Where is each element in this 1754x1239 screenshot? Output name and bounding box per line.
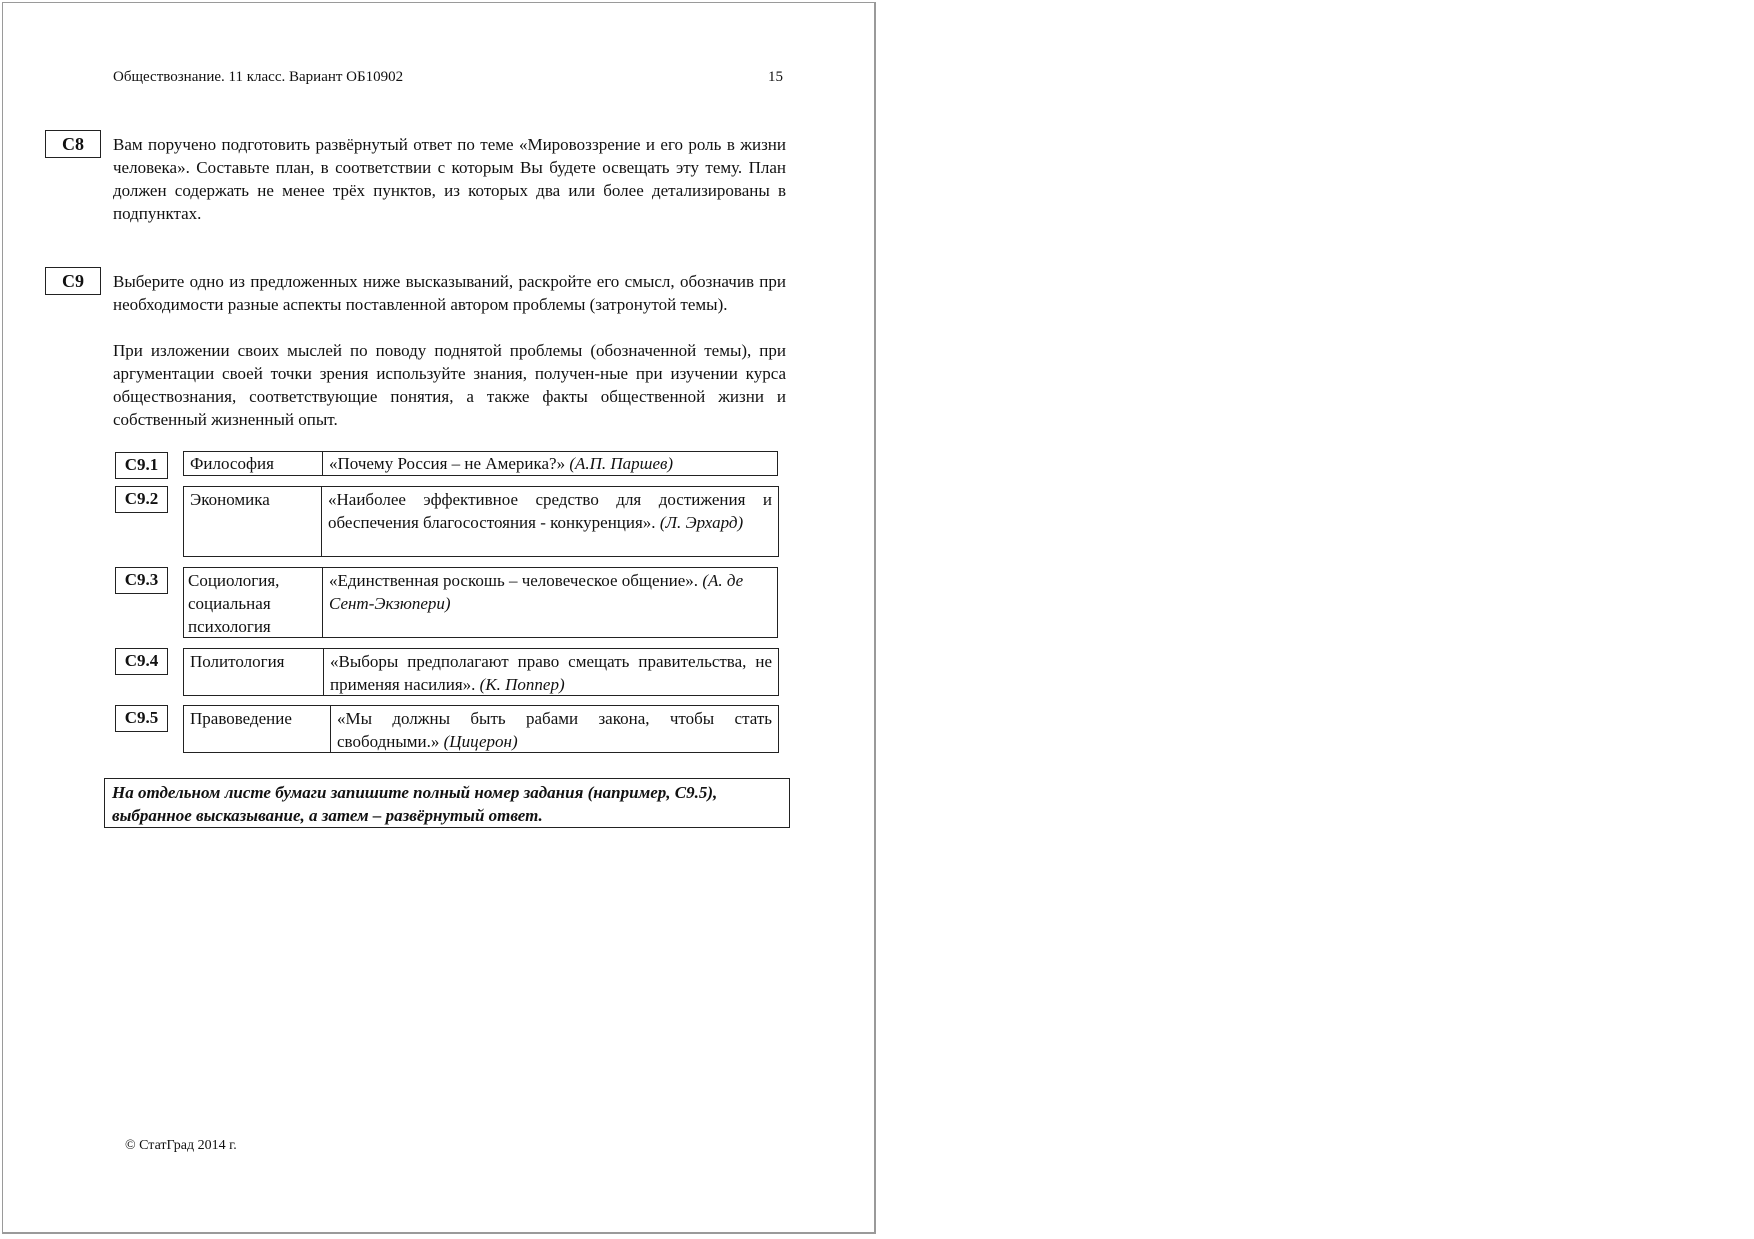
option-author: (А.П. Паршев) [569, 454, 674, 473]
option-author: (Л. Эрхард) [659, 513, 744, 532]
page-number: 15 [768, 69, 783, 85]
option-quote: «Единственная роскошь – человеческое общение». [329, 571, 699, 590]
option-quote-cell [323, 648, 779, 696]
option-subject: Философия [183, 451, 323, 476]
option-author: (А. де Сент-Экзюпери) [329, 571, 744, 613]
option-quote: «Наиболее эффективное средство для достижения и обеспечения благосостояния - конкуренция». [328, 490, 772, 532]
option-subject: Социология, социальная психология [183, 567, 323, 638]
option-number: С9.2 [115, 486, 168, 513]
task-tag-c9: С9 [45, 267, 101, 295]
page-header-title: Обществознание. 11 класс. Вариант ОБ10902 [113, 69, 404, 85]
option-quote: «Почему Россия – не Америка?» [329, 454, 566, 473]
option-quote: «Выборы предполагают право смещать правительства, не применяя насилия». [330, 652, 772, 694]
option-quote-cell [321, 486, 779, 557]
task-c8-text: Вам поручено подготовить развёрнутый ответ по теме «Мировоззрение и его роль в жизни человека». Составьте план, в соответствии с которым Вы будете освещать эту тему. План должен содержать не менее трёх пунктов, из которых два или более детализированы в подпунктах. [113, 135, 786, 223]
option-quote-cell [322, 451, 778, 476]
copyright-footer: © СтатГрад 2014 г. [125, 1138, 237, 1153]
option-number: С9.4 [115, 648, 168, 675]
option-quote: «Мы должны быть рабами закона, чтобы стать свободными.» [337, 709, 772, 751]
option-subject: Политология [183, 648, 324, 696]
option-number: С9.5 [115, 705, 168, 732]
option-quote-cell [330, 705, 779, 753]
answer-instruction-note: На отдельном листе бумаги запишите полный номер задания (например, С9.5), выбранное высказывание, а затем – развёрнутый ответ. [104, 778, 790, 828]
task-tag-c8: С8 [45, 130, 101, 158]
option-quote-cell [322, 567, 778, 638]
option-author: (К. Поппер) [479, 675, 565, 694]
option-number: С9.3 [115, 567, 168, 594]
task-c9-instruction: Выберите одно из предложенных ниже высказываний, раскройте его смысл, обозначив при необходимости разные аспекты поставленной автором проблемы (затронутой темы). [113, 272, 786, 314]
task-c9-guidance: При изложении своих мыслей по поводу поднятой проблемы (обозначенной темы), при аргументации своей точки зрения используйте знания, получен-ные при изучении курса обществознания, соответствующие понятия, а также факты общественной жизни и собственный жизненный опыт. [113, 341, 786, 429]
option-number: С9.1 [115, 452, 168, 479]
option-subject: Экономика [183, 486, 322, 557]
option-subject: Правоведение [183, 705, 331, 753]
option-author: (Цицерон) [443, 732, 518, 751]
